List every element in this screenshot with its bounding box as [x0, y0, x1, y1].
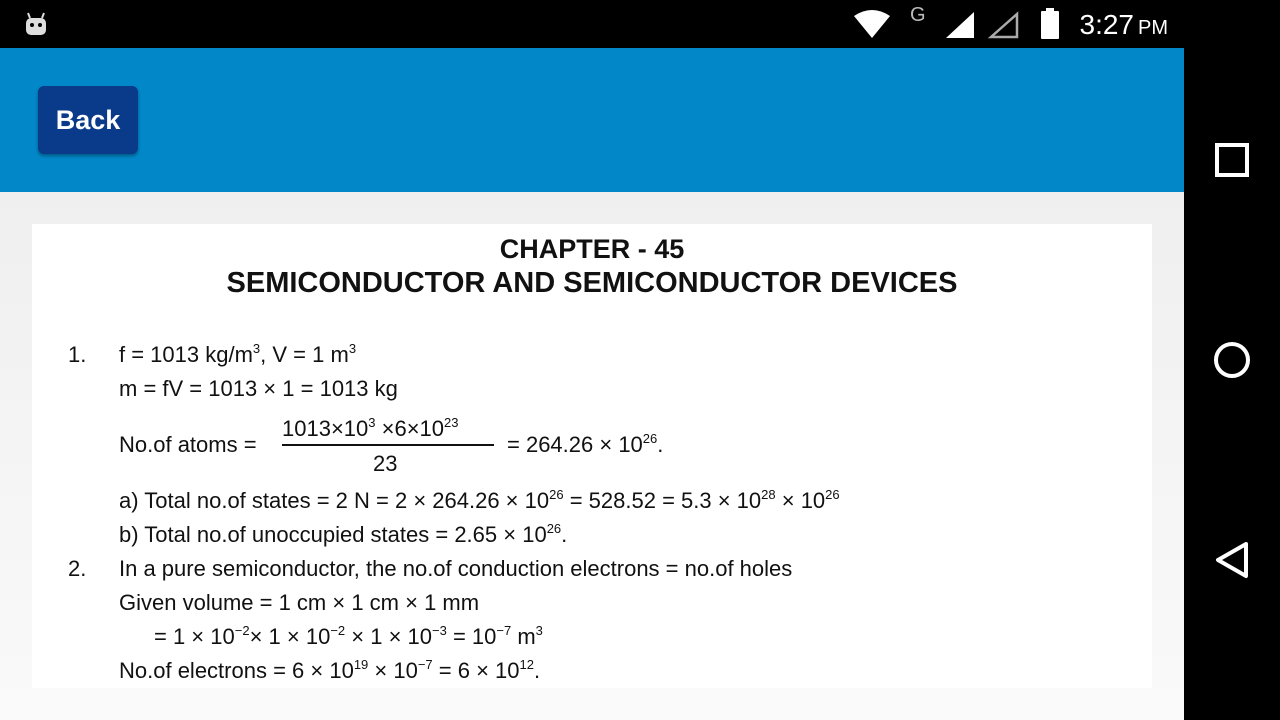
fraction-numerator	[282, 416, 458, 442]
text-segment: × 10	[775, 488, 826, 513]
text-segment: = 10	[446, 624, 497, 649]
superscript: −7	[417, 657, 433, 672]
text-segment: ×6×10	[375, 416, 445, 441]
superscript: 26	[549, 487, 564, 502]
superscript: −3	[432, 623, 447, 638]
text-segment: b) Total no.of unoccupied states = 2.65 × 10	[119, 522, 547, 547]
text-segment: a) Total no.of states = 2 N = 2 × 264.26 × 10	[119, 488, 550, 513]
navigation-bar	[1184, 0, 1280, 720]
chapter-title: SEMICONDUCTOR AND SEMICONDUCTOR DEVICES	[226, 267, 958, 299]
superscript: 23	[444, 415, 459, 430]
text-segment: m	[511, 624, 536, 649]
text-segment: × 1 × 10	[345, 624, 433, 649]
equation-line	[119, 342, 356, 368]
back-triangle-icon[interactable]	[1202, 530, 1262, 590]
text-segment: .	[534, 658, 541, 683]
equation-line: In a pure semiconductor, the no.of conduction electrons = no.of holes	[119, 556, 793, 581]
text-segment: = 6 × 10	[432, 658, 520, 683]
superscript: 26	[642, 431, 658, 446]
equation-line	[119, 658, 540, 684]
text-segment: No.of electrons = 6 × 10	[119, 658, 354, 683]
text-segment: × 1 × 10	[249, 624, 331, 649]
equation-line	[119, 488, 840, 514]
fraction-denominator: 23	[373, 451, 398, 476]
app-bar	[0, 48, 1184, 192]
text-segment: .	[561, 522, 568, 547]
superscript: 3	[535, 623, 543, 638]
text-segment: = 264.26 × 10	[507, 432, 643, 457]
cell-signal-empty-icon	[988, 10, 1020, 40]
superscript: 26	[825, 487, 840, 502]
text-segment: 1013×10	[282, 416, 369, 441]
equation-line: Given volume = 1 cm × 1 cm × 1 mm	[119, 590, 480, 615]
equation-label: No.of atoms =	[119, 432, 257, 457]
battery-icon	[1040, 8, 1060, 40]
text-segment: f = 1013 kg/m	[119, 342, 253, 367]
content-area[interactable]	[0, 192, 1184, 720]
superscript: 3	[252, 341, 261, 356]
superscript: 3	[348, 341, 357, 356]
superscript: 3	[368, 415, 376, 430]
superscript: 28	[761, 487, 776, 502]
cell-signal-icon	[944, 10, 976, 40]
clock-ampm: PM	[1138, 17, 1168, 39]
status-bar	[0, 0, 1184, 48]
recents-square-icon[interactable]	[1202, 130, 1262, 190]
wifi-icon	[852, 8, 892, 40]
equation-line	[154, 624, 543, 650]
question-number: 2.	[68, 556, 87, 581]
text-segment: = 528.52 = 5.3 × 10	[563, 488, 762, 513]
network-type-label: G	[910, 4, 926, 26]
superscript: −2	[234, 623, 250, 638]
text-segment: , V = 1 m	[260, 342, 349, 367]
fraction-bar	[282, 444, 494, 446]
text-segment: × 10	[368, 658, 418, 683]
superscript: −2	[330, 623, 346, 638]
text-segment: = 1 × 10	[154, 624, 235, 649]
text-segment: .	[657, 432, 664, 457]
equation-line	[119, 522, 567, 548]
clock-time: 3:27	[1079, 9, 1134, 40]
document-page	[32, 224, 1152, 688]
android-debug-icon	[24, 12, 48, 36]
superscript: 12	[519, 657, 534, 672]
equation-result	[507, 432, 663, 458]
chapter-heading: CHAPTER - 45	[499, 234, 685, 264]
equation-line: m = fV = 1013 × 1 = 1013 kg	[119, 376, 398, 401]
superscript: 26	[546, 521, 562, 536]
home-circle-icon[interactable]	[1202, 330, 1262, 390]
superscript: 19	[353, 657, 369, 672]
question-number: 1.	[68, 342, 87, 367]
clock	[1080, 9, 1169, 41]
back-button[interactable]: Back	[38, 86, 138, 154]
superscript: −7	[496, 623, 512, 638]
